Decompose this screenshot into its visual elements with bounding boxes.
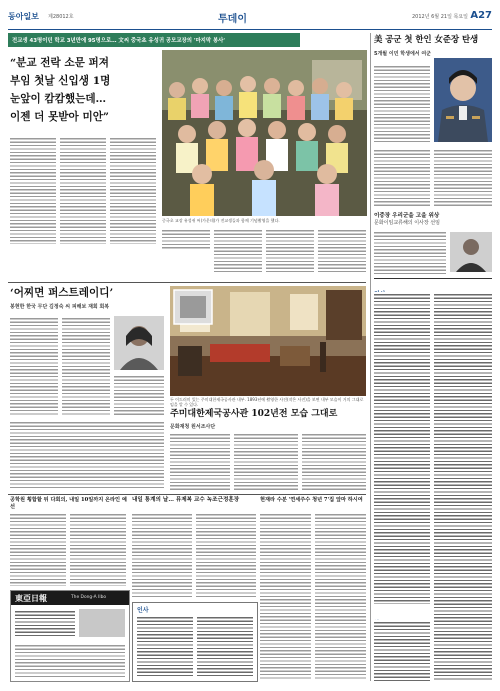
person-photo-image xyxy=(450,232,492,272)
article-body-text xyxy=(110,136,156,244)
ad-text xyxy=(15,609,75,637)
article-body-text xyxy=(60,136,106,244)
article-body-text xyxy=(10,136,56,244)
person-photo xyxy=(450,232,492,272)
ad-header xyxy=(11,591,129,605)
museum-photo xyxy=(170,286,366,396)
quote-line: “분교 전락 소문 퍼져 xyxy=(10,57,110,69)
officer-portrait xyxy=(434,58,492,142)
kicker-text: 전교생 43명이던 학교 3년만에 95명으로… 文씨 중국초 유성귀 공모교장의 '마지막 봉사' xyxy=(12,38,226,44)
page-number: A27 xyxy=(470,10,492,21)
group-photo xyxy=(162,50,367,216)
kicker-bar xyxy=(8,33,300,47)
personnel-box: 인사 xyxy=(132,602,258,682)
article-body-text xyxy=(374,230,446,274)
article-body-text xyxy=(70,512,126,586)
photo-caption: 중국초 교장 유성귀 씨(가운데)가 전교생들과 함께 기념촬영을 했다. xyxy=(162,218,280,223)
article-body-text xyxy=(234,432,298,490)
article-body-text xyxy=(62,316,110,416)
section-rule xyxy=(374,278,492,279)
ad-text xyxy=(15,643,125,677)
museum-interior-image xyxy=(170,286,366,396)
page-section-label: 투데이 xyxy=(218,14,247,25)
museum-subhead: 문화재청 원서조사단 xyxy=(170,424,216,430)
bottom-article-3-head: 현재라 수분 '연세주수 청년 7'집 앞마 하시여 xyxy=(260,497,363,503)
museum-caption: 두 이드러미 있는 주미대한제국공사관 내부. 1893년에 촬영한 사진(작은 사진)을 보면 내부 모습이 거의 그대로임을 알 수 있다. xyxy=(170,397,364,407)
museum-headline: 주미대한제국공사관 102년전 모습 그대로 xyxy=(170,409,338,419)
article-body-text xyxy=(266,228,314,272)
article-body-text xyxy=(10,512,66,586)
section-rule xyxy=(8,494,366,495)
date-info: 2012년 6월 21일 목요일 xyxy=(411,14,468,20)
personnel-listing xyxy=(374,292,430,604)
article-body-text xyxy=(10,316,58,416)
quote-headline xyxy=(10,54,160,126)
dong-a-ad xyxy=(10,590,130,682)
quote-line: 부임 첫날 신입생 1명 xyxy=(10,75,111,87)
article-body-text xyxy=(374,64,430,144)
logo-subtext: The Dong-A Ilbo xyxy=(71,595,107,600)
bottom-article-1-head: 공학원 횡합할 뒤 다회의, 내일 10일까지 온라인 예선 xyxy=(10,497,127,510)
personnel-listing xyxy=(434,292,492,682)
article-body-text xyxy=(302,432,366,490)
obituary-listing xyxy=(374,620,430,682)
header-rule xyxy=(8,29,492,30)
article-body-text xyxy=(114,374,164,416)
personnel-listing xyxy=(197,615,253,677)
quote-line: 눈앞이 캄캄했는데… xyxy=(10,93,107,105)
article-body-text xyxy=(214,228,262,272)
article-body-text xyxy=(132,512,192,598)
right-top-headline: 美 공군 첫 한인 女준장 탄생 5개월 이민 학생에서 여군 xyxy=(374,34,479,57)
center-headline: ‘어찌면 퍼스트레이디’ 봉현한 한국 무단 김정숙 씨 피해보 재회 회복 xyxy=(10,287,114,310)
page-header xyxy=(8,8,492,28)
quote-line: 이젠 더 못받아 미안” xyxy=(10,111,110,123)
group-photo-image xyxy=(162,50,367,216)
personnel-listing xyxy=(137,615,193,677)
article-body-text xyxy=(260,512,311,680)
article-body-text xyxy=(170,432,230,490)
officer-portrait-image xyxy=(434,58,492,142)
author-photo xyxy=(114,316,164,370)
issue-number: 제28012호 xyxy=(48,14,74,20)
article-body-text xyxy=(318,228,366,272)
right-sub-headline: 이중장 우리군을 고을 위상 문화이임교류해의 이사장 선임 xyxy=(374,213,440,226)
column-divider xyxy=(370,33,371,681)
author-photo-image xyxy=(114,316,164,370)
article-body-text xyxy=(196,512,256,598)
article-body-text xyxy=(162,228,210,250)
bottom-article-2-head: 내일 통계의 날… 뮤제복 교수 녹조근정훈장 xyxy=(132,497,240,503)
article-body-text xyxy=(10,420,164,490)
article-body-text xyxy=(374,148,430,206)
article-body-text xyxy=(434,148,492,206)
ad-image xyxy=(79,609,125,637)
section-rule xyxy=(8,282,366,283)
logo-text: 東亞日報 xyxy=(15,593,47,603)
masthead: 동아일보 xyxy=(8,11,39,21)
article-body-text xyxy=(315,512,366,680)
